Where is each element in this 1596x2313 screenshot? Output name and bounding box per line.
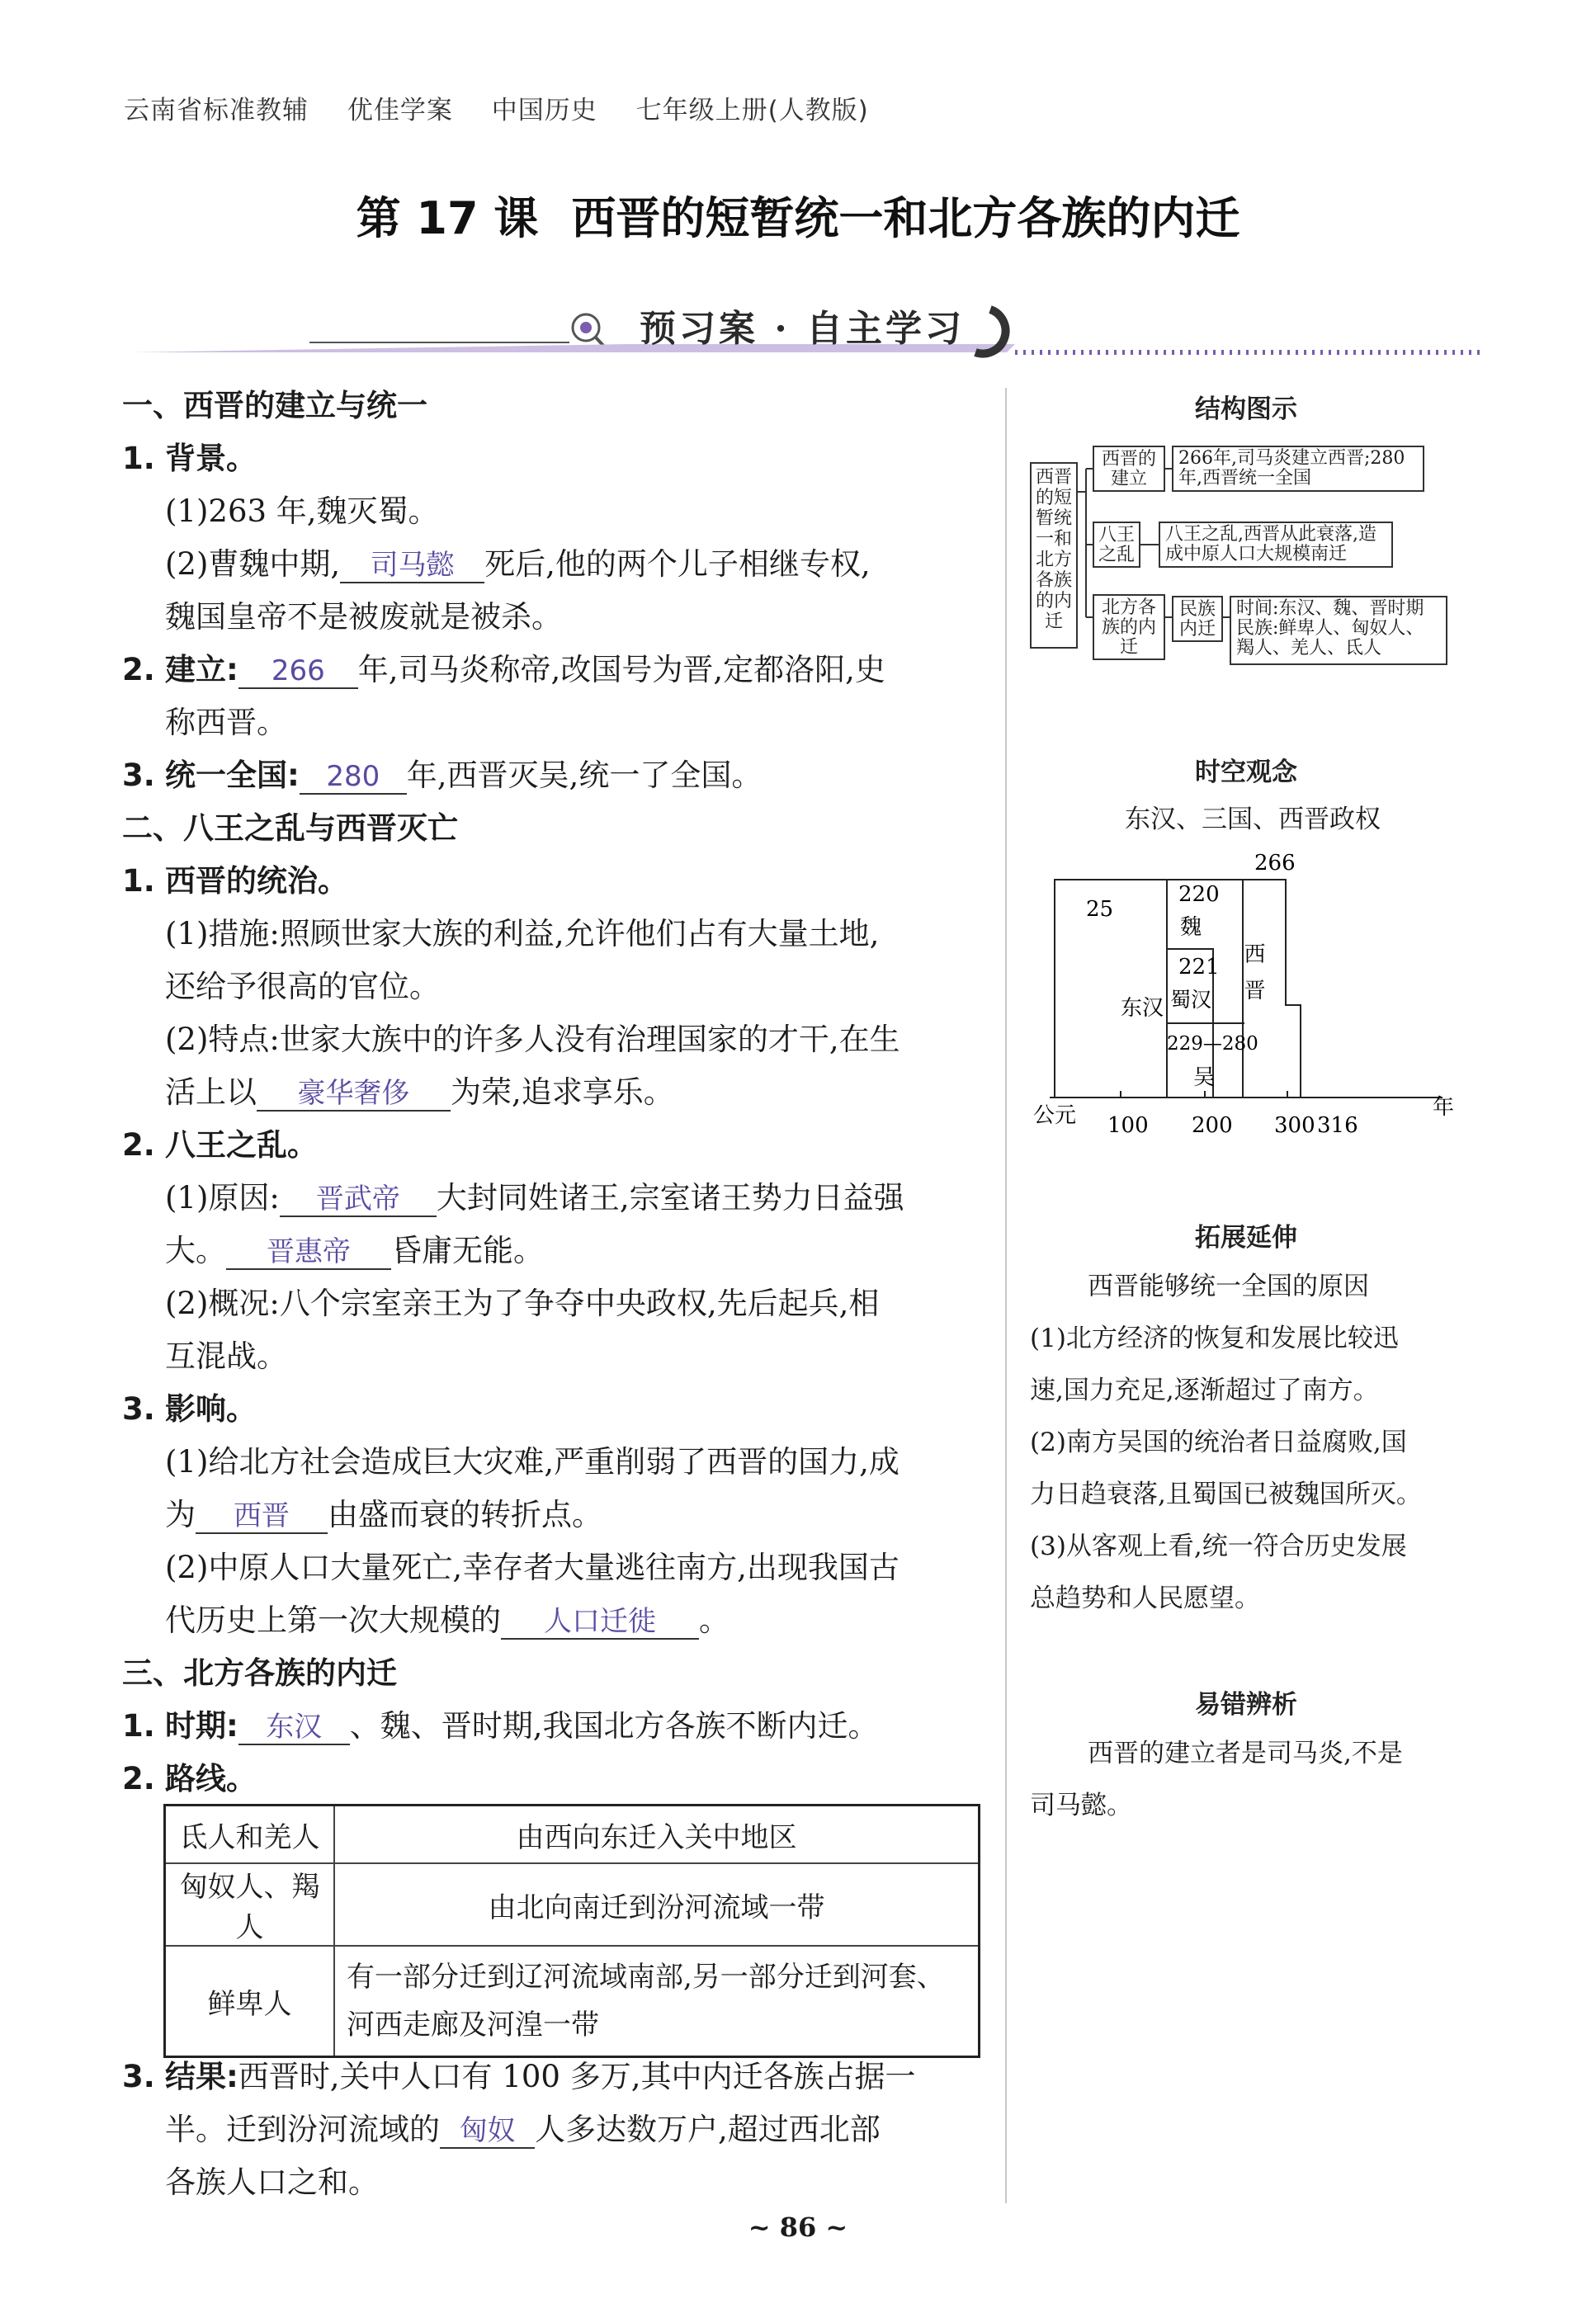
running-header [124,89,899,126]
table-cell-people: 匈奴人、羯人 [165,1863,335,1946]
text-line: 还给予很高的官位。 [165,969,440,1004]
text-line: 称西晋。 [165,705,287,740]
mistake-line: 司马懿。 [1030,1791,1132,1820]
extension-block [1030,1261,1476,1625]
item-number: 2. [122,652,155,687]
lesson-number: 第 17 课 [356,192,539,244]
item-number: 3. [122,1391,155,1427]
header-brand: 优佳学案 [347,96,453,125]
timeline-subtitle: 东汉、三国、西晋政权 [1125,805,1381,834]
migration-routes-table [163,1804,980,2058]
text-segment: 活上以 [165,1074,257,1110]
structure-node-rebellion: 八王之乱 [1093,522,1140,568]
mistake-heading: 易错辨析 [1195,1690,1297,1720]
item-heading: 背景。 [165,441,257,476]
text-segment: (1)原因: [165,1180,280,1216]
extension-title: 西晋能够统一全国的原因 [1088,1272,1369,1301]
structure-detail-people: 民族:鲜卑人、匈奴人、羯人、羌人、氐人 [1236,618,1424,658]
axis-start-label: 公元 [1033,1103,1077,1128]
text-segment: 为荣,追求享乐。 [451,1074,674,1110]
item-number: 1. [122,863,155,899]
text-segment: 西晋时,关中人口有 100 多万,其中内迁各族占据一 [238,2059,916,2094]
tick-label: 200 [1192,1113,1233,1138]
item-number: 2. [122,1761,155,1796]
label-year-220: 220 [1178,882,1220,907]
item-heading: 统一全国: [165,758,300,793]
column-divider [1005,388,1007,2203]
header-grade: 七年级上册(人教版) [635,96,869,125]
answer-blank: 豪华奢侈 [257,1077,451,1112]
label-eastern-han: 东汉 [1121,996,1164,1021]
text-segment: 死后,他的两个儿子相继专权, [484,546,871,582]
text-line: 魏国皇帝不是被废就是被杀。 [165,599,562,635]
text-segment: 半。迁到汾河流域的 [165,2112,440,2147]
extension-line: 总趋势和人民愿望。 [1030,1584,1260,1613]
table-cell-people: 鲜卑人 [165,1946,335,2057]
item-heading: 时期: [165,1708,238,1744]
item-number: 1. [122,441,155,476]
text-segment: 由盛而衰的转折点。 [328,1497,602,1532]
table-row [165,1806,980,1864]
section-heading-1: 一、西晋的建立与统一 [122,388,427,423]
label-western-jin: 西晋 [1240,942,1265,1015]
table-cell-route: 由西向东迁入关中地区 [334,1806,980,1864]
item-heading: 影响。 [165,1391,257,1427]
table-row [165,1946,980,2057]
lesson-name: 西晋的短暂统一和北方各族的内迁 [571,192,1240,244]
header-series: 云南省标准教辅 [124,96,309,125]
extension-heading: 拓展延伸 [1195,1223,1297,1253]
text-line: (1)263 年,魏灭蜀。 [165,493,439,529]
label-year-221: 221 [1178,955,1220,979]
text-segment: 年,西晋灭吴,统一了全国。 [406,758,763,793]
table-row [165,1863,980,1946]
item-heading: 结果: [165,2059,238,2094]
answer-blank: 280 [300,760,407,795]
answer-blank: 匈奴 [440,2114,535,2149]
main-column [122,380,985,1806]
extension-line: 力日趋衰落,且蜀国已被魏国所灭。 [1030,1480,1422,1509]
answer-blank: 司马懿 [340,549,484,583]
text-segment: 大。 [165,1233,226,1268]
label-wu: 吴 [1193,1065,1216,1090]
text-segment: 、魏、晋时期,我国北方各族不断内迁。 [349,1708,879,1744]
page-title [0,183,1596,247]
extension-line: (1)北方经济的恢复和发展比较迅 [1030,1324,1399,1353]
item-number: 3. [122,758,155,793]
extension-line: (3)从客观上看,统一符合历史发展 [1030,1532,1407,1561]
item-heading: 八王之乱。 [165,1127,318,1163]
mistake-line: 西晋的建立者是司马炎,不是 [1088,1739,1403,1768]
structure-node-founding: 西晋的建立 [1093,446,1165,492]
label-wei: 魏 [1180,915,1202,940]
answer-blank: 晋惠帝 [226,1235,391,1270]
item-heading: 建立: [165,652,238,687]
text-segment: 代历史上第一次大规模的 [165,1603,501,1638]
text-line: (1)给北方社会造成巨大灾难,严重削弱了西晋的国力,成 [165,1444,900,1480]
structure-diagram [1030,442,1459,690]
label-year-229-280: 229—280 [1167,1033,1258,1055]
timeline-chart [1033,850,1467,1147]
section-heading-3: 三、北方各族的内迁 [122,1655,397,1691]
tick-label: 100 [1107,1113,1149,1138]
answer-blank: 人口迁徙 [501,1605,699,1640]
text-segment: 。 [699,1603,730,1638]
structure-node-migration: 北方各族的内迁 [1093,594,1165,660]
answer-blank: 西晋 [196,1499,328,1534]
page-number: ~ 86 ~ [748,2212,848,2243]
item-number: 1. [122,1708,155,1744]
structure-root: 西晋的短暂统一和北方各族的内迁 [1030,462,1078,649]
text-line: 各族人口之和。 [165,2164,379,2200]
banner-text: 预习案 · 自主学习 [640,308,965,350]
text-segment: 为 [165,1497,196,1532]
text-segment: 大封同姓诸王,宗室诸王势力日益强 [436,1180,904,1216]
structure-heading: 结构图示 [1195,394,1297,424]
tick-label: 316 [1317,1113,1358,1138]
item-number: 3. [122,2059,155,2094]
result-block [122,2051,985,2209]
item-heading: 西晋的统治。 [165,863,348,899]
text-segment: 昏庸无能。 [391,1233,544,1268]
answer-blank: 晋武帝 [280,1182,437,1217]
answer-blank: 东汉 [238,1711,350,1745]
section-heading-2: 二、八王之乱与西晋灭亡 [122,810,458,846]
structure-detail-time: 时间:东汉、魏、晋时期 [1236,598,1424,619]
timeline-heading: 时空观念 [1195,758,1297,787]
mistake-block [1030,1728,1476,1832]
answer-blank: 266 [238,654,358,689]
extension-line: (2)南方吴国的统治者日益腐败,国 [1030,1428,1407,1457]
item-number: 2. [122,1127,155,1163]
table-cell-route: 由北向南迁到汾河流域一带 [334,1863,980,1946]
header-subject: 中国历史 [491,96,597,125]
structure-detail-migration [1230,596,1447,665]
text-segment: (2)曹魏中期, [165,546,341,582]
text-line: (2)特点:世家大族中的许多人没有治理国家的才干,在生 [165,1022,900,1057]
label-year-25: 25 [1086,897,1114,922]
structure-node-ethnic-migration: 民族内迁 [1172,596,1223,642]
label-shu-han: 蜀汉 [1170,988,1212,1012]
structure-detail-rebellion: 八王之乱,西晋从此衰落,造成中原人口大规模南迁 [1159,522,1393,568]
text-line: 互混战。 [165,1338,287,1374]
text-segment: 年,司马炎称帝,改国号为晋,定都洛阳,史 [357,652,885,687]
label-year-266: 266 [1254,851,1296,876]
text-line: (2)概况:八个宗室亲王为了争夺中央政权,先后起兵,相 [165,1286,880,1321]
text-segment: 人多达数万户,超过西北部 [535,2112,881,2147]
tick-label: 300 [1274,1113,1315,1138]
table-cell-people: 氐人和羌人 [165,1806,335,1864]
structure-detail-founding: 266年,司马炎建立西晋;280年,西晋统一全国 [1172,446,1424,492]
text-line: (1)措施:照顾世家大族的利益,允许他们占有大量土地, [165,916,880,951]
table-cell-route: 有一部分迁到辽河流域南部,另一部分迁到河套、河西走廊及河湟一带 [334,1946,980,2057]
axis-unit-label: 年 [1433,1095,1455,1120]
text-line: (2)中原人口大量死亡,幸存者大量逃往南方,出现我国古 [165,1550,900,1585]
item-heading: 路线。 [165,1761,257,1796]
extension-line: 速,国力充足,逐渐超过了南方。 [1030,1376,1379,1405]
